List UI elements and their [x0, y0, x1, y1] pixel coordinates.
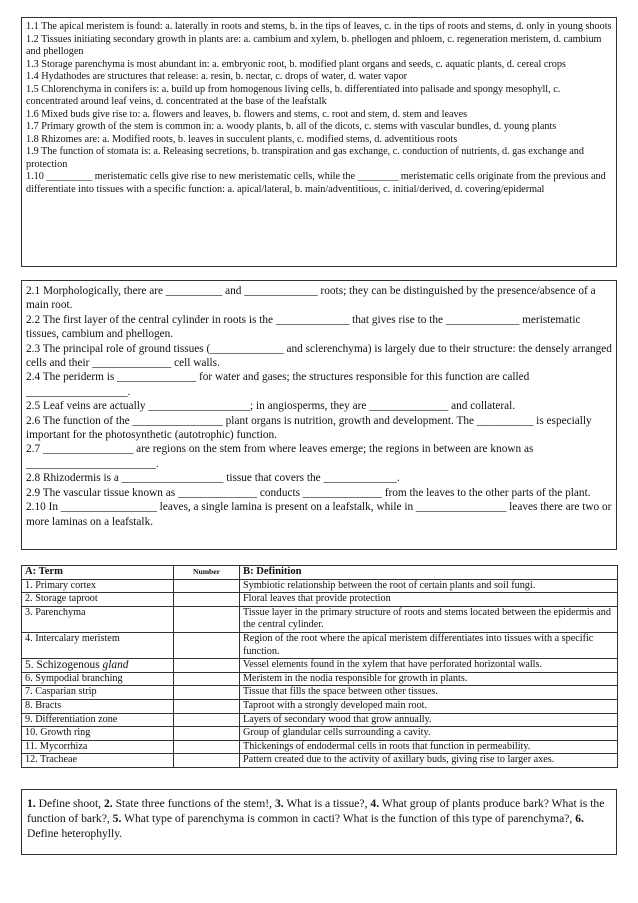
fill-blank-question: 2.2 The first layer of the central cylinder in roots is the _____________ that gives rise to the _____________ meristematic tissues, cambium and phellogen. [26, 313, 581, 341]
definition-cell: Thickenings of endodermal cells in roots that function in permeability. [240, 740, 618, 754]
fill-blank-question: 2.9 The vascular tissue known as ______________ conducts ______________ from the leaves to the other parts of the plant. [26, 486, 591, 499]
definition-cell: Tissue layer in the primary structure of roots and stems located between the epidermis and the central cylinder. [240, 606, 618, 632]
term-text: 4. Intercalary meristem [25, 632, 120, 644]
mc-question: 1.7 Primary growth of the stem is common in: a. woody plants, b. all of the dicots, c. stems with vascular bundles, d. young plants [26, 121, 557, 132]
term-text: 10. Growth ring [25, 727, 91, 739]
question-number: 2. [103, 797, 113, 810]
matching-header-row [22, 566, 618, 580]
term-cell [22, 593, 174, 607]
term-text: 11. Mycorrhiza [25, 740, 88, 752]
table-row [22, 686, 618, 700]
fill-blank-question: 2.3 The principal role of ground tissues (_____________ and sclerenchyma) is largely due to their structure: the densely arranged cells and their ______________ cell walls. [26, 342, 612, 370]
header-number: Number [174, 566, 240, 580]
question-text: What group of plants produce bark? What is the function of bark?, [27, 797, 605, 826]
mc-question: 1.3 Storage parenchyma is most abundant in: a. embryonic root, b. modified plant organs and seeds, c. aquatic plants, d. cereal crops [26, 58, 566, 70]
definition-cell: Group of glandular cells surrounding a cavity. [240, 727, 618, 741]
fill-blank-question: 2.8 Rhizodermis is a __________________ tissue that covers the _____________. [26, 472, 400, 485]
definition-cell: Region of the root where the apical meristem differentiates into tissues with a specific function. [240, 632, 618, 658]
term-italic-text: gland [102, 659, 129, 672]
fill-blank-question: 2.4 The periderm is ______________ for water and gases; the structures responsible for this function are called __________________. [26, 371, 530, 398]
definition-cell: Pattern created due to the activity of axillary buds, giving rise to larger axes. [240, 754, 618, 768]
number-cell[interactable] [174, 659, 240, 673]
term-cell [22, 727, 174, 741]
table-row [22, 606, 618, 632]
definition-cell: Tissue that fills the space between other tissues. [240, 686, 618, 700]
table-row [22, 713, 618, 727]
definition-cell: Taproot with a strongly developed main root. [240, 699, 618, 713]
question-number: 4. [370, 797, 380, 810]
table-row [22, 659, 618, 673]
number-cell[interactable] [174, 632, 240, 658]
question-number: 3. [274, 797, 284, 810]
question-text: State three functions of the stem!, [112, 797, 275, 810]
definition-cell: Meristem in the nodia responsible for growth in plants. [240, 672, 618, 686]
table-row [22, 740, 618, 754]
table-row [22, 672, 618, 686]
term-text: 3. Parenchyma [25, 606, 86, 618]
mc-question: 1.1 The apical meristem is found: a. laterally in roots and stems, b. in the tips of leaves, c. in the tips of roots and stems, d. only in young shoots [26, 21, 612, 32]
fill-blank-question: 2.6 The function of the ________________ plant organs is nutrition, growth and development. The __________ is especially important for the photosynthetic (autotrophic) function. [26, 414, 592, 442]
table-row [22, 727, 618, 741]
multiple-choice-section [21, 17, 617, 267]
term-cell [22, 632, 174, 658]
question-number: 6. [575, 812, 584, 826]
number-cell[interactable] [174, 579, 240, 593]
question-text: Define shoot, [35, 797, 104, 810]
number-cell[interactable] [174, 754, 240, 768]
number-cell[interactable] [174, 593, 240, 607]
term-cell [22, 672, 174, 686]
definition-cell: Symbiotic relationship between the root of certain plants and soil fungi. [240, 579, 618, 593]
open-questions-text [27, 796, 611, 842]
fill-blank-question: 2.7 ________________ are regions on the stem from where leaves emerge; the regions in between are known as _______________________. [26, 443, 534, 470]
number-cell[interactable] [174, 606, 240, 632]
number-cell[interactable] [174, 713, 240, 727]
fill-blank-question: 2.5 Leaf veins are actually __________________; in angiosperms, they are ______________ and collateral. [26, 400, 516, 413]
term-text: 8. Bracts [25, 699, 62, 711]
term-text: 5. Schizogenous [25, 659, 103, 672]
question-text: Define heterophylly. [27, 827, 123, 841]
mc-question: 1.4 Hydathodes are structures that release: a. resin, b. nectar, c. drops of water, d. water vapor [26, 71, 408, 82]
term-text: 1. Primary cortex [25, 579, 97, 591]
question-number: 5. [112, 812, 122, 826]
matching-table [21, 565, 618, 768]
mc-question: 1.10 _________ meristematic cells give rise to new meristematic cells, while the ________ meristematic cells originate from the previous and differentiate into tissues with a specific function: a. apical/lateral, b. main/adventitious, c. initial/derived, d. covering/epidermal [26, 171, 606, 195]
mc-question: 1.9 The function of stomata is: a. Releasing secretions, b. transpiration and gas exchange, c. conduction of nutrients, d. gas exchange and protection [26, 146, 584, 170]
term-cell [22, 740, 174, 754]
term-cell [22, 579, 174, 593]
question-number: 1. [27, 797, 36, 810]
term-text: 7. Casparian strip [25, 686, 97, 698]
term-cell [22, 606, 174, 632]
table-row [22, 632, 618, 658]
term-cell [22, 713, 174, 727]
term-text: 2. Storage taproot [25, 593, 98, 605]
number-cell[interactable] [174, 699, 240, 713]
number-cell[interactable] [174, 727, 240, 741]
number-cell[interactable] [174, 672, 240, 686]
definition-cell: Floral leaves that provide protection [240, 593, 618, 607]
fill-blank-question: 2.10 In _________________ leaves, a single lamina is present on a leafstalk, while in ________________ leaves there are two or more laminas on a leafstalk. [26, 501, 612, 528]
term-text: 12. Tracheae [25, 754, 78, 766]
term-cell [22, 754, 174, 768]
table-row [22, 579, 618, 593]
number-cell[interactable] [174, 740, 240, 754]
fill-in-blanks-section [21, 280, 617, 550]
number-cell[interactable] [174, 686, 240, 700]
fill-blank-question: 2.1 Morphologically, there are __________ and _____________ roots; they can be distinguished by the presence/absence of a main root. [26, 285, 596, 312]
term-cell [22, 699, 174, 713]
mc-question: 1.2 Tissues initiating secondary growth in plants are: a. cambium and xylem, b. phellogen and phloem, c. regeneration meristem, d. cambium and phellogen [26, 33, 602, 57]
mc-question: 1.8 Rhizomes are: a. Modified roots, b. leaves in succulent plants, c. modified stems, d. adventitious roots [26, 133, 458, 145]
header-term: A: Term [22, 566, 174, 580]
question-text: What is a tissue?, [283, 797, 371, 810]
mc-question: 1.6 Mixed buds give rise to: a. flowers and leaves, b. flowers and stems, c. root and stem, d. stem and leaves [26, 108, 468, 120]
definition-cell: Vessel elements found in the xylem that have perforated horizontal walls. [240, 659, 618, 673]
term-text: 6. Sympodial branching [25, 672, 123, 684]
term-text: 9. Differentiation zone [25, 713, 118, 725]
table-row [22, 699, 618, 713]
table-row [22, 754, 618, 768]
header-definition: B: Definition [240, 566, 618, 580]
open-questions-section [21, 789, 617, 855]
term-cell [22, 686, 174, 700]
table-row [22, 593, 618, 607]
term-cell [22, 659, 174, 673]
question-text: What type of parenchyma is common in cacti? What is the function of this type of parenchyma?, [121, 812, 576, 826]
definition-cell: Layers of secondary wood that grow annually. [240, 713, 618, 727]
mc-question: 1.5 Chlorenchyma in conifers is: a. build up from homogenous living cells, b. differentiated into palisade and spongy mesophyll, c. concentrated around leaf veins, d. concentrated at the base of the leafstalk [26, 83, 561, 107]
